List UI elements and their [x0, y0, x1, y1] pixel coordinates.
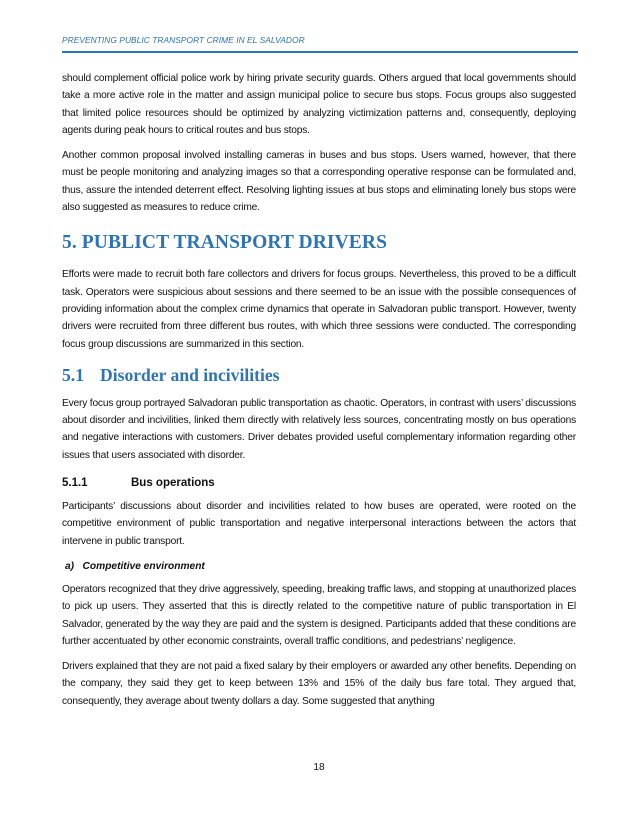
paragraph-salary: Drivers explained that they are not paid a fixed salary by their employers or awarded any other benefits. Depending on the company, they said they get to keep between 13% and 15% of the daily bus fare total. They argued that, consequently, they average about twenty dollars a day. Some suggested that anything — [62, 661, 576, 707]
header-divider — [62, 51, 578, 53]
subsubsection-title: Bus operations — [131, 477, 215, 490]
section-heading-drivers: 5. PUBLICT TRANSPORT DRIVERS — [62, 232, 388, 254]
paragraph-police-security: should complement official police work by hiring private security guards. Others argued that local governments should take a more active role in the matter and assign municipal police to secure bus stops. Focus groups also suggested that limited police resources should be optimized by analyzing victimization patterns and, consequently, deploying agents during peak hours to critical routes and bus stops. — [62, 73, 576, 136]
paragraph-recruitment: Efforts were made to recruit both fare collectors and drivers for focus groups. Nevertheless, this proved to be a difficult task. Operators were suspicious about sessions and there seemed to be an issue with the possible consequences of providing information about the complex crime dynamics that operate in Salvadoran public transport. However, twenty drivers were recruited from three different bus routes, with which three sessions were conducted. The corresponding focus group discussions are summarized in this section. — [62, 269, 576, 350]
subsubsection-heading-bus-operations — [62, 474, 576, 492]
paragraph-participants-discussions: Participants’ discussions about disorder and incivilities related to how buses are operated, were rooted on the competitive environment of public transportation and negative interpersonal interactions between the actors that intervene in public transport. — [62, 501, 576, 547]
running-header: PREVENTING PUBLIC TRANSPORT CRIME IN EL SALVADOR — [62, 35, 305, 45]
paragraph-aggressive-driving: Operators recognized that they drive aggressively, speeding, breaking traffic laws, and stopping at unauthorized places to pick up users. They asserted that this is directly related to the competitive nature of public transportation in El Salvador, generated by the way they are paid and the system is designed. Participants added that these conditions are further accentuated by other economic constraints, overall traffic conditions, and pedestrians’ negligence. — [62, 583, 576, 647]
subsection-title: Disorder and incivilities — [100, 364, 280, 385]
page-body — [62, 70, 576, 718]
subsection-heading-disorder — [62, 363, 576, 387]
subsection-number: 5.1 — [62, 364, 84, 385]
page-number: 18 — [313, 762, 325, 773]
subsubsection-number: 5.1.1 — [62, 477, 88, 490]
paragraph-chaotic: Every focus group portrayed Salvadoran public transportation as chaotic. Operators, in contrast with users’ discussions about disorder and incivilities, linked them directly with relatively less sources, concentrating mostly on bus operations and negative interactions with customers. Driver debates provided useful complementary information regarding other issues that users associated with disorder. — [62, 397, 576, 461]
paragraph-cameras: Another common proposal involved installing cameras in buses and bus stops. Users warned, however, that there must be people monitoring and analyzing images so that a corresponding operative response can be formulated and, thus, assure the intended deterrent effect. Resolving lighting issues at bus stops and eliminating lonely bus stops were also suggested as measures to reduce crime. — [62, 150, 576, 214]
item-heading-competitive-environment: a) Competitive environment — [65, 560, 205, 572]
